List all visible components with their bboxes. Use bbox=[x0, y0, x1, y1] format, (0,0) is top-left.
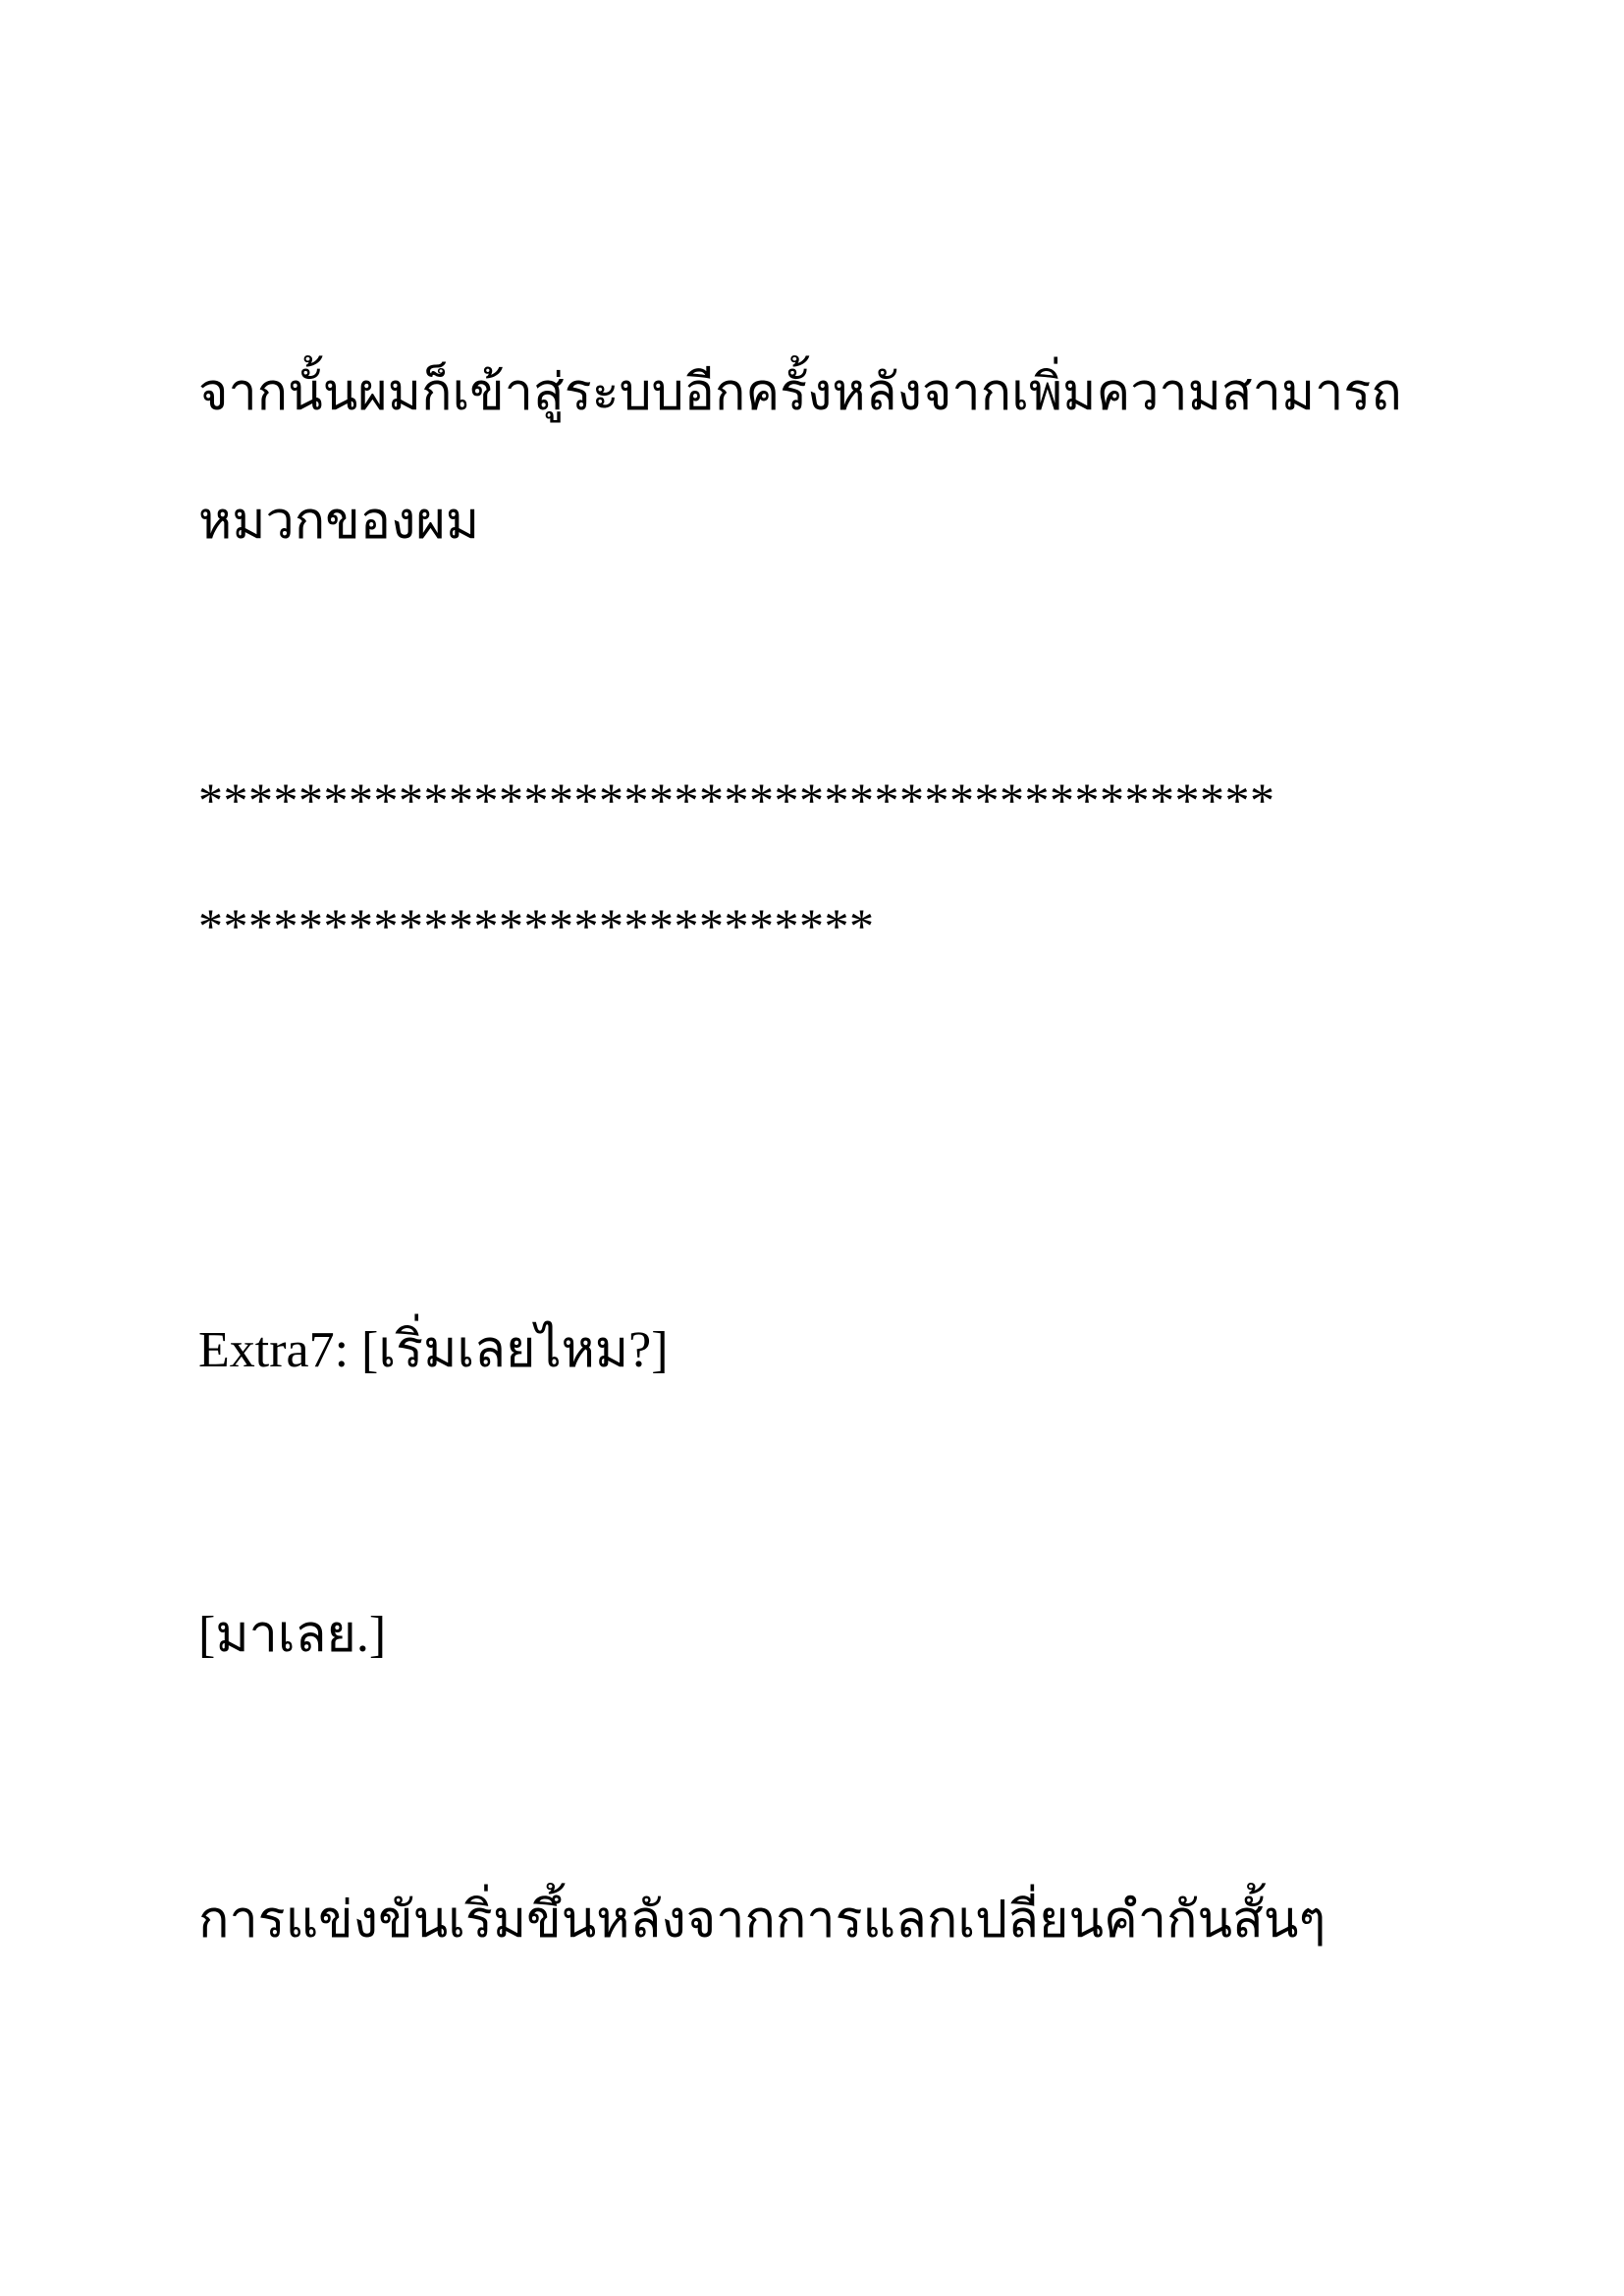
paragraph-2: การแข่งขันเริ่มขึ้นหลังจากการแลกเปลี่ยนคำกันสั้นๆ bbox=[198, 1891, 1326, 1949]
separator-line-2: *************************** bbox=[198, 898, 875, 953]
paragraph-1-line-2: หมวกของผม bbox=[198, 492, 480, 551]
paragraph-1-line-1: จากนั้นผมก็เข้าสู่ระบบอีกครั้งหลังจากเพิ่มความสามารถ bbox=[198, 363, 1402, 422]
separator-line-1: ******************************************* bbox=[198, 773, 1275, 828]
chapter-heading: Extra7: [เริ่มเลยไหม?] bbox=[198, 1322, 669, 1378]
dialogue-line: [มาเลย.] bbox=[198, 1607, 387, 1663]
